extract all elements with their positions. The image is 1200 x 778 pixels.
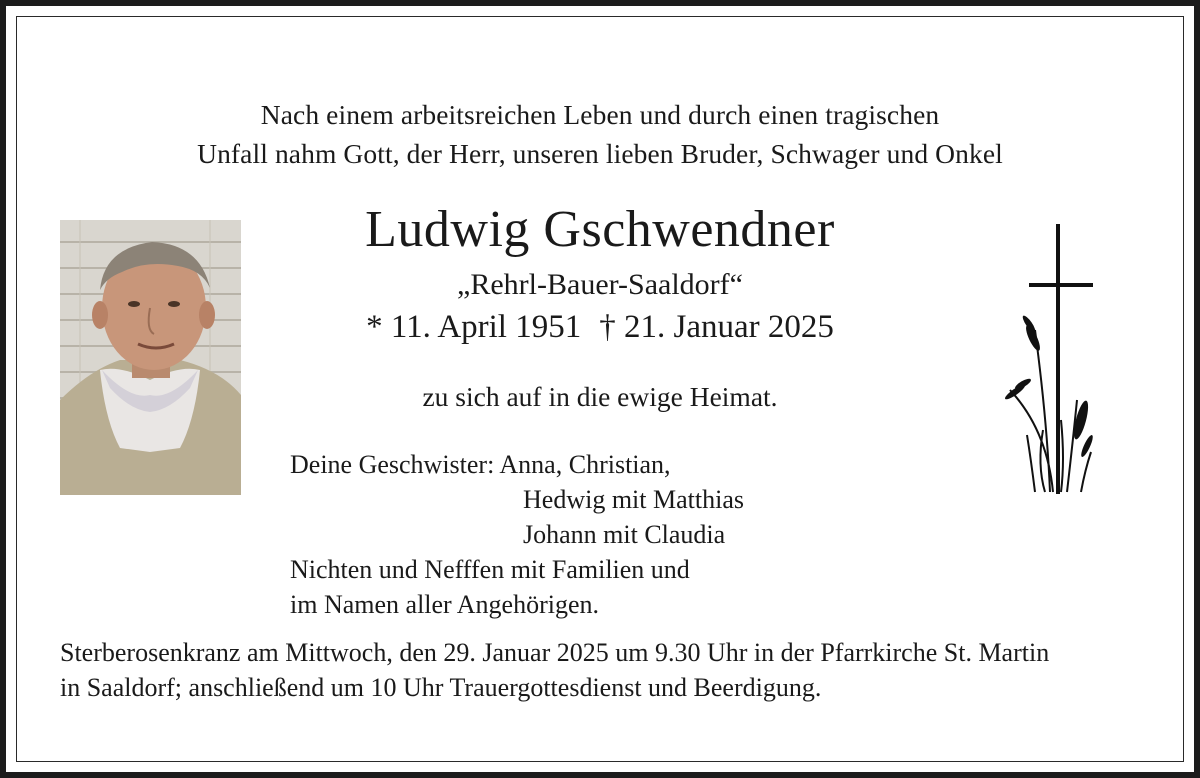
relatives-line: Nichten und Nefffen mit Familien und: [290, 555, 690, 584]
cross-with-wheat-icon: [995, 220, 1105, 500]
intro-line-1: Nach einem arbeitsreichen Leben und durch einen tragischen: [260, 99, 940, 130]
family-list: [290, 447, 744, 622]
intro-text: [0, 95, 1200, 173]
siblings-row-1: [290, 447, 744, 482]
intro-line-2: Unfall nahm Gott, der Herr, unseren lieben Bruder, Schwager und Onkel: [197, 138, 1003, 169]
death-date: † 21. Januar 2025: [599, 309, 834, 345]
relatives-line-2: im Namen aller Angehörigen.: [290, 590, 600, 619]
deceased-name: Ludwig Gschwendner: [365, 201, 835, 258]
siblings-names-3: Johann mit Claudia: [523, 520, 726, 549]
birth-date: * 11. April 1951: [366, 309, 582, 345]
service-line-1: Sterberosenkranz am Mittwoch, den 29. Januar 2025 um 9.30 Uhr in der Pfarrkirche St. Martin: [60, 638, 1050, 667]
service-info: [60, 635, 1170, 705]
home-line: zu sich auf in die ewige Heimat.: [422, 381, 778, 412]
portrait-photo: [60, 220, 241, 495]
siblings-names-1: Anna, Christian,: [499, 450, 671, 479]
deceased-nickname: „Rehrl-Bauer-Saaldorf“: [457, 268, 743, 301]
service-line-2: in Saaldorf; anschließend um 10 Uhr Trauergottesdienst und Beerdigung.: [60, 673, 822, 702]
siblings-label: Deine Geschwister:: [290, 450, 495, 479]
siblings-names-2: Hedwig mit Matthias: [523, 485, 744, 514]
